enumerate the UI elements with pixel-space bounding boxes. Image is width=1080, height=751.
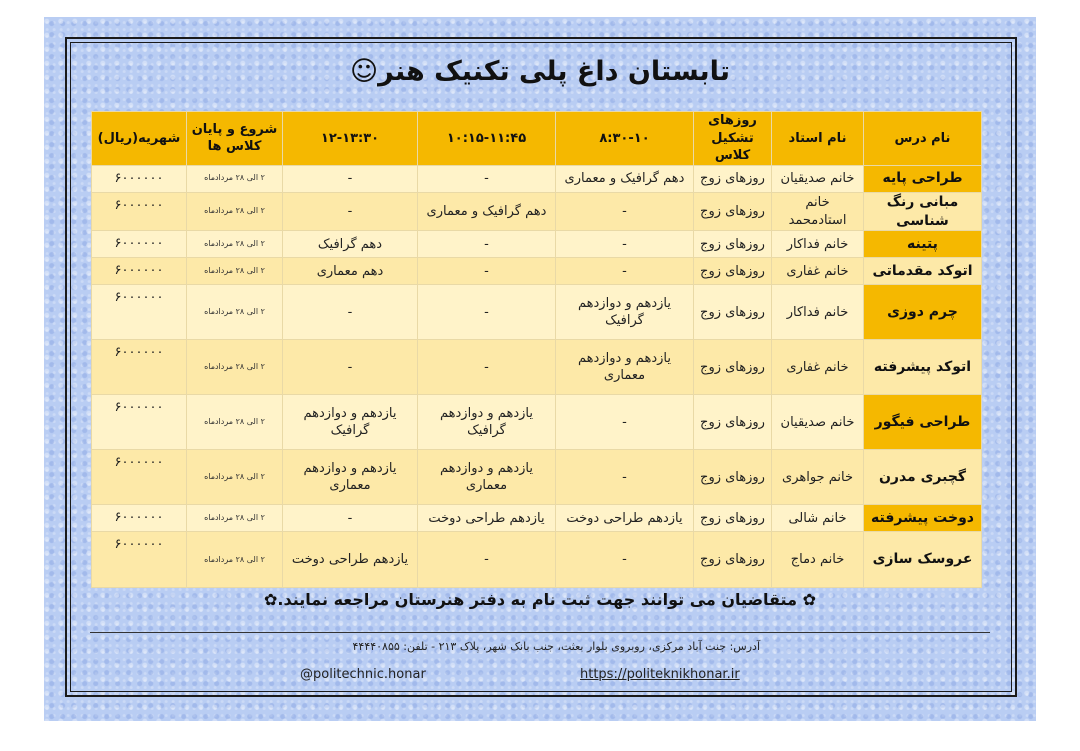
teacher-name: خانم غفاری bbox=[772, 258, 864, 285]
footer-divider bbox=[90, 632, 990, 633]
header-slot3: ۱۲-۱۳:۳۰ bbox=[283, 112, 418, 166]
course-name: اتوکد مقدماتی bbox=[864, 258, 982, 285]
fee-amount: ۶۰۰۰۰۰۰ bbox=[92, 231, 187, 258]
date-range: ۲ الی ۲۸ مردادماه bbox=[187, 165, 283, 192]
date-range: ۲ الی ۲۸ مردادماه bbox=[187, 285, 283, 340]
header-course: نام درس bbox=[864, 112, 982, 166]
slot2-cell: یازدهم و دوازدهم گرافیک bbox=[418, 395, 556, 450]
table-row bbox=[92, 165, 982, 192]
course-name: مبانی رنگ شناسی bbox=[864, 192, 982, 231]
slot3-cell: - bbox=[283, 192, 418, 231]
slot3-cell: دهم معماری bbox=[283, 258, 418, 285]
slot3-cell: یازدهم و دوازدهم گرافیک bbox=[283, 395, 418, 450]
table-row bbox=[92, 395, 982, 450]
date-range: ۲ الی ۲۸ مردادماه bbox=[187, 505, 283, 532]
slot3-cell: دهم گرافیک bbox=[283, 231, 418, 258]
class-days: روزهای زوج bbox=[694, 532, 772, 588]
class-days: روزهای زوج bbox=[694, 340, 772, 395]
table-row bbox=[92, 450, 982, 505]
slot3-cell: - bbox=[283, 340, 418, 395]
slot3-cell: - bbox=[283, 505, 418, 532]
slot2-cell: - bbox=[418, 231, 556, 258]
slot1-cell: - bbox=[556, 532, 694, 588]
slot2-cell: - bbox=[418, 165, 556, 192]
teacher-name: خانم صدیقیان bbox=[772, 395, 864, 450]
slot1-cell: یازدهم طراحی دوخت bbox=[556, 505, 694, 532]
class-days: روزهای زوج bbox=[694, 505, 772, 532]
course-name: طراحی فیگور bbox=[864, 395, 982, 450]
class-days: روزهای زوج bbox=[694, 285, 772, 340]
course-name: گچبری مدرن bbox=[864, 450, 982, 505]
teacher-name: خانم دماج bbox=[772, 532, 864, 588]
slot2-cell: یازدهم طراحی دوخت bbox=[418, 505, 556, 532]
table-row bbox=[92, 340, 982, 395]
class-days: روزهای زوج bbox=[694, 450, 772, 505]
schedule-table bbox=[91, 111, 982, 588]
table-row bbox=[92, 258, 982, 285]
teacher-name: خانم فداکار bbox=[772, 285, 864, 340]
table-row bbox=[92, 231, 982, 258]
slot2-cell: یازدهم و دوازدهم معماری bbox=[418, 450, 556, 505]
slot3-cell: یازدهم و دوازدهم معماری bbox=[283, 450, 418, 505]
fee-amount: ۶۰۰۰۰۰۰ bbox=[92, 340, 187, 395]
header-dates: شروع و پایان کلاس ها bbox=[187, 112, 283, 166]
teacher-name: خانم استادمحمد bbox=[772, 192, 864, 231]
slot1-cell: - bbox=[556, 258, 694, 285]
slot2-cell: دهم گرافیک و معماری bbox=[418, 192, 556, 231]
fee-amount: ۶۰۰۰۰۰۰ bbox=[92, 192, 187, 231]
slot2-cell: - bbox=[418, 258, 556, 285]
course-name: عروسک سازی bbox=[864, 532, 982, 588]
fee-amount: ۶۰۰۰۰۰۰ bbox=[92, 285, 187, 340]
date-range: ۲ الی ۲۸ مردادماه bbox=[187, 231, 283, 258]
header-slot2: ۱۰:۱۵-۱۱:۴۵ bbox=[418, 112, 556, 166]
header-days: روزهای تشکیل کلاس bbox=[694, 112, 772, 166]
slot3-cell: - bbox=[283, 285, 418, 340]
class-days: روزهای زوج bbox=[694, 192, 772, 231]
class-days: روزهای زوج bbox=[694, 165, 772, 192]
slot1-cell: دهم گرافیک و معماری bbox=[556, 165, 694, 192]
fee-amount: ۶۰۰۰۰۰۰ bbox=[92, 450, 187, 505]
slot3-cell: یازدهم طراحی دوخت bbox=[283, 532, 418, 588]
teacher-name: خانم غفاری bbox=[772, 340, 864, 395]
date-range: ۲ الی ۲۸ مردادماه bbox=[187, 340, 283, 395]
header-teacher: نام استاد bbox=[772, 112, 864, 166]
instagram-handle: @politechnic.honar bbox=[300, 667, 426, 682]
fee-amount: ۶۰۰۰۰۰۰ bbox=[92, 165, 187, 192]
slot1-cell: - bbox=[556, 395, 694, 450]
date-range: ۲ الی ۲۸ مردادماه bbox=[187, 450, 283, 505]
fee-amount: ۶۰۰۰۰۰۰ bbox=[92, 395, 187, 450]
course-name: چرم دوزی bbox=[864, 285, 982, 340]
registration-note: ✿ متقاضیان می توانند جهت ثبت نام به دفتر هنرستان مراجعه نمایند.✿ bbox=[264, 590, 816, 609]
table-row bbox=[92, 285, 982, 340]
header-slot1: ۸:۳۰-۱۰ bbox=[556, 112, 694, 166]
address-line: آدرس: جنت آباد مرکزی، روبروی بلوار بعثت، جنب بانک شهر، پلاک ۲۱۳ - تلفن: ۴۴۴۴۰۸۵۵ bbox=[352, 640, 760, 653]
website-link[interactable]: https://politeknikhonar.ir bbox=[580, 667, 740, 682]
poster-title: تابستان داغ پلی تکنیک هنر☺ bbox=[350, 56, 730, 87]
fee-amount: ۶۰۰۰۰۰۰ bbox=[92, 532, 187, 588]
date-range: ۲ الی ۲۸ مردادماه bbox=[187, 192, 283, 231]
slot1-cell: - bbox=[556, 450, 694, 505]
class-days: روزهای زوج bbox=[694, 231, 772, 258]
course-name: طراحی پایه bbox=[864, 165, 982, 192]
table-row bbox=[92, 505, 982, 532]
table-header-row bbox=[92, 112, 982, 166]
teacher-name: خانم فداکار bbox=[772, 231, 864, 258]
fee-amount: ۶۰۰۰۰۰۰ bbox=[92, 505, 187, 532]
teacher-name: خانم جواهری bbox=[772, 450, 864, 505]
slot2-cell: - bbox=[418, 532, 556, 588]
slot1-cell: - bbox=[556, 231, 694, 258]
date-range: ۲ الی ۲۸ مردادماه bbox=[187, 532, 283, 588]
date-range: ۲ الی ۲۸ مردادماه bbox=[187, 258, 283, 285]
slot1-cell: - bbox=[556, 192, 694, 231]
class-days: روزهای زوج bbox=[694, 258, 772, 285]
teacher-name: خانم شالی bbox=[772, 505, 864, 532]
teacher-name: خانم صدیقیان bbox=[772, 165, 864, 192]
table-row bbox=[92, 192, 982, 231]
slot1-cell: یازدهم و دوازدهم گرافیک bbox=[556, 285, 694, 340]
course-name: اتوکد پیشرفته bbox=[864, 340, 982, 395]
slot3-cell: - bbox=[283, 165, 418, 192]
date-range: ۲ الی ۲۸ مردادماه bbox=[187, 395, 283, 450]
course-name: پتینه bbox=[864, 231, 982, 258]
course-name: دوخت پیشرفته bbox=[864, 505, 982, 532]
class-days: روزهای زوج bbox=[694, 395, 772, 450]
fee-amount: ۶۰۰۰۰۰۰ bbox=[92, 258, 187, 285]
slot2-cell: - bbox=[418, 285, 556, 340]
slot2-cell: - bbox=[418, 340, 556, 395]
table-row bbox=[92, 532, 982, 588]
header-fee: شهریه(ریال) bbox=[92, 112, 187, 166]
slot1-cell: یازدهم و دوازدهم معماری bbox=[556, 340, 694, 395]
